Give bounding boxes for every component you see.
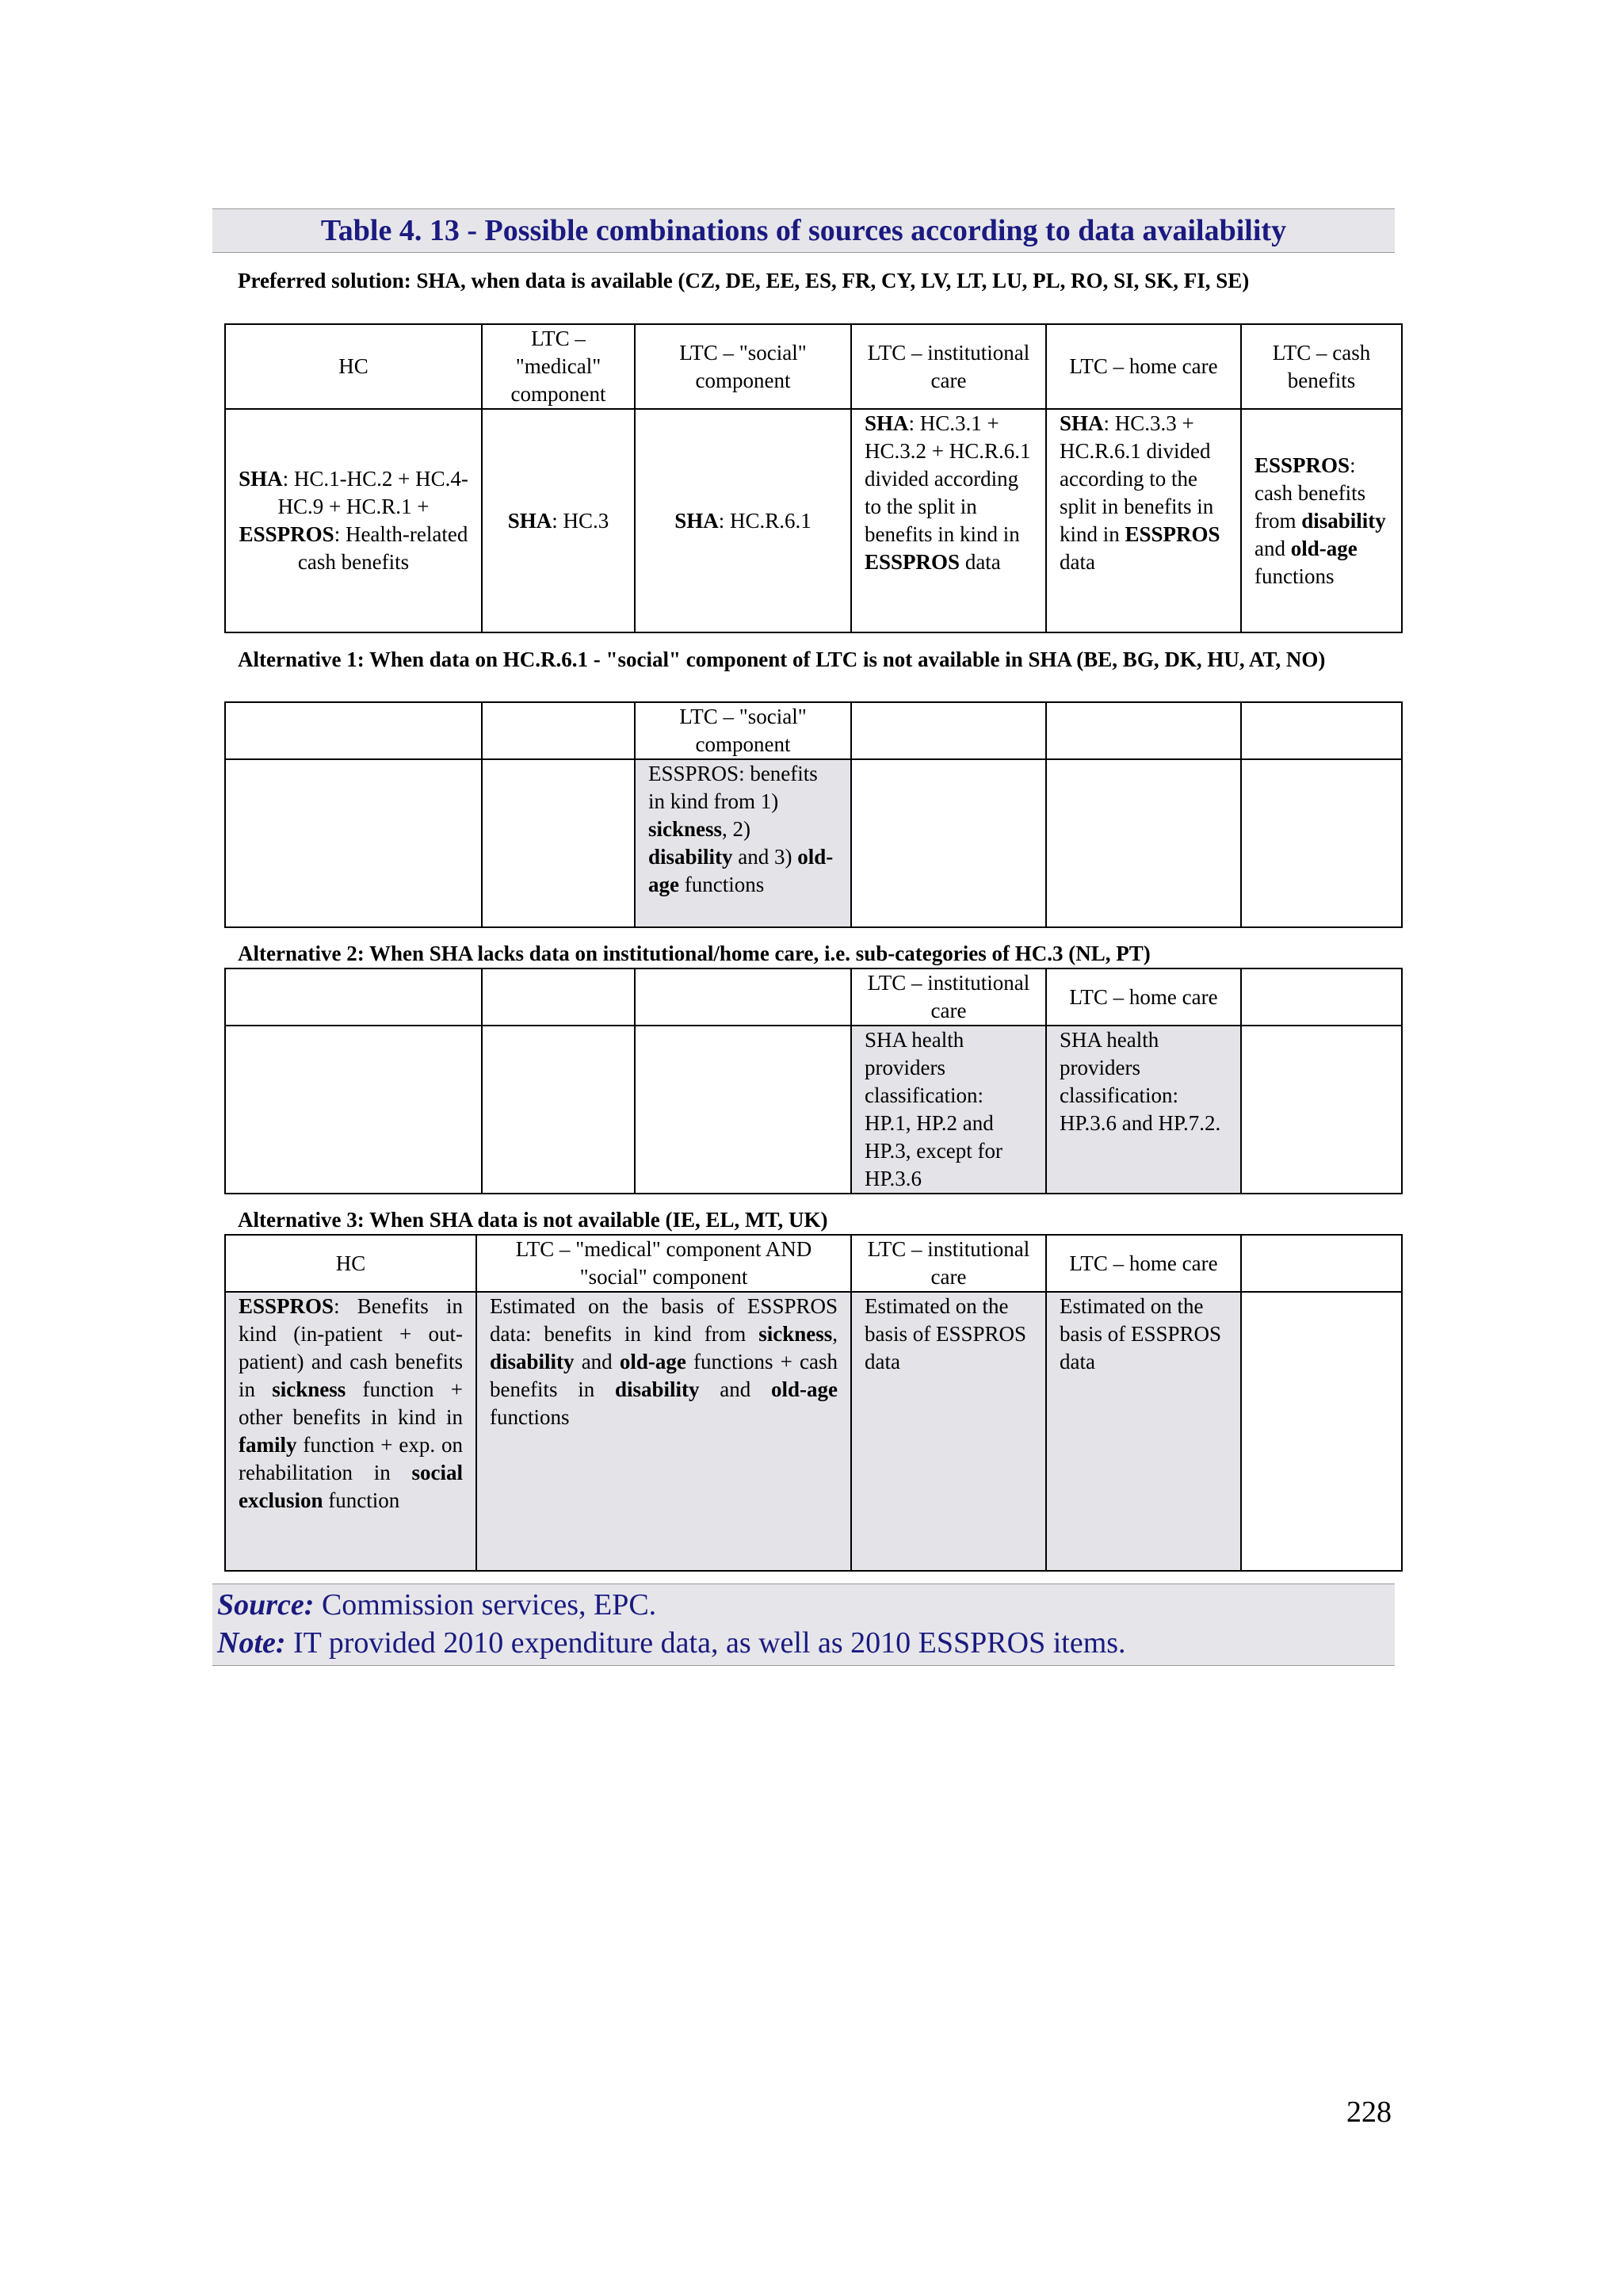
table-title: Table 4. 13 - Possible combinations of sources according to data availability — [212, 208, 1395, 253]
alt1-column-header-ltc-social: LTC – "social" component — [635, 702, 851, 759]
preferred-solution-heading: Preferred solution: SHA, when data is available (CZ, DE, EE, ES, FR, CY, LV, LT, LU, PL, RO, SI, SK, FI, SE) — [238, 269, 1250, 292]
alternative-1-heading: Alternative 1: When data on HC.R.6.1 - "social" component of LTC is not available in SHA (BE, BG, DK, HU, AT, NO) — [238, 648, 1326, 671]
cell-ltc-social: SHA: HC.R.6.1 — [635, 409, 851, 632]
source-label: Source: — [217, 1588, 315, 1622]
note-text: IT provided 2010 expenditure data, as well as 2010 ESSPROS items. — [285, 1626, 1126, 1660]
alternative-2-table — [224, 968, 1403, 1194]
alternative-2-heading: Alternative 2: When SHA lacks data on institutional/home care, i.e. sub-categories of HC.3 (NL, PT) — [238, 942, 1151, 965]
alt3-cell-hc: ESSPROS: Benefits in kind (in-patient + out-patient) and cash benefits in sickness function + other benefits in kind in family function + exp. on rehabilitation in social exclusion function — [225, 1292, 476, 1571]
alternative-3-table — [224, 1234, 1403, 1572]
cell-ltc-medical: SHA: HC.3 — [482, 409, 635, 632]
column-header-ltc-medical: LTC – "medical" component — [482, 324, 635, 409]
cell-ltc-institutional: SHA: HC.3.1 + HC.3.2 + HC.R.6.1 divided according to the split in benefits in kind in ESSPROS data — [851, 409, 1046, 632]
alt1-cell-ltc-social: ESSPROS: benefits in kind from 1) sickness, 2) disability and 3) old-age functions — [635, 759, 851, 927]
alt3-cell-ltc-institutional: Estimated on the basis of ESSPROS data — [851, 1292, 1046, 1571]
source-note-box — [212, 1584, 1395, 1666]
alternative-1-table — [224, 701, 1403, 928]
alt2-cell-ltc-home: SHA health providers classification: HP.3.6 and HP.7.2. — [1046, 1026, 1241, 1194]
column-header-ltc-institutional: LTC – institutional care — [851, 324, 1046, 409]
source-text: Commission services, EPC. — [314, 1588, 657, 1622]
alt3-column-header-ltc-institutional: LTC – institutional care — [851, 1235, 1046, 1292]
alt3-column-header-ltc-medical-social: LTC – "medical" component AND "social" component — [476, 1235, 851, 1292]
column-header-ltc-home: LTC – home care — [1046, 324, 1241, 409]
note-label: Note: — [217, 1626, 286, 1660]
column-header-hc: HC — [225, 324, 482, 409]
source-line — [217, 1586, 1395, 1624]
preferred-solution-table — [224, 323, 1403, 633]
cell-hc: SHA: HC.1-HC.2 + HC.4-HC.9 + HC.R.1 + ESSPROS: Health-related cash benefits — [225, 409, 482, 632]
cell-ltc-cash: ESSPROS: cash benefits from disability and old-age functions — [1241, 409, 1402, 632]
note-line — [217, 1624, 1395, 1662]
alt2-cell-ltc-institutional: SHA health providers classification: HP.1, HP.2 and HP.3, except for HP.3.6 — [851, 1026, 1046, 1194]
alt3-cell-ltc-home: Estimated on the basis of ESSPROS data — [1046, 1292, 1241, 1571]
page-number: 228 — [1346, 2095, 1392, 2129]
alt3-cell-ltc-medical-social: Estimated on the basis of ESSPROS data: benefits in kind from sickness, disability and old-age functions + cash benefits in disability and old-age functions — [476, 1292, 851, 1571]
cell-ltc-home: SHA: HC.3.3 + HC.R.6.1 divided according to the split in benefits in kind in ESSPROS data — [1046, 409, 1241, 632]
alt3-column-header-ltc-home: LTC – home care — [1046, 1235, 1241, 1292]
column-header-ltc-social: LTC – "social" component — [635, 324, 851, 409]
alt2-column-header-ltc-institutional: LTC – institutional care — [851, 968, 1046, 1026]
column-header-ltc-cash: LTC – cash benefits — [1241, 324, 1402, 409]
alt2-column-header-ltc-home: LTC – home care — [1046, 968, 1241, 1026]
alternative-3-heading: Alternative 3: When SHA data is not available (IE, EL, MT, UK) — [238, 1208, 828, 1232]
alt3-column-header-hc: HC — [225, 1235, 476, 1292]
